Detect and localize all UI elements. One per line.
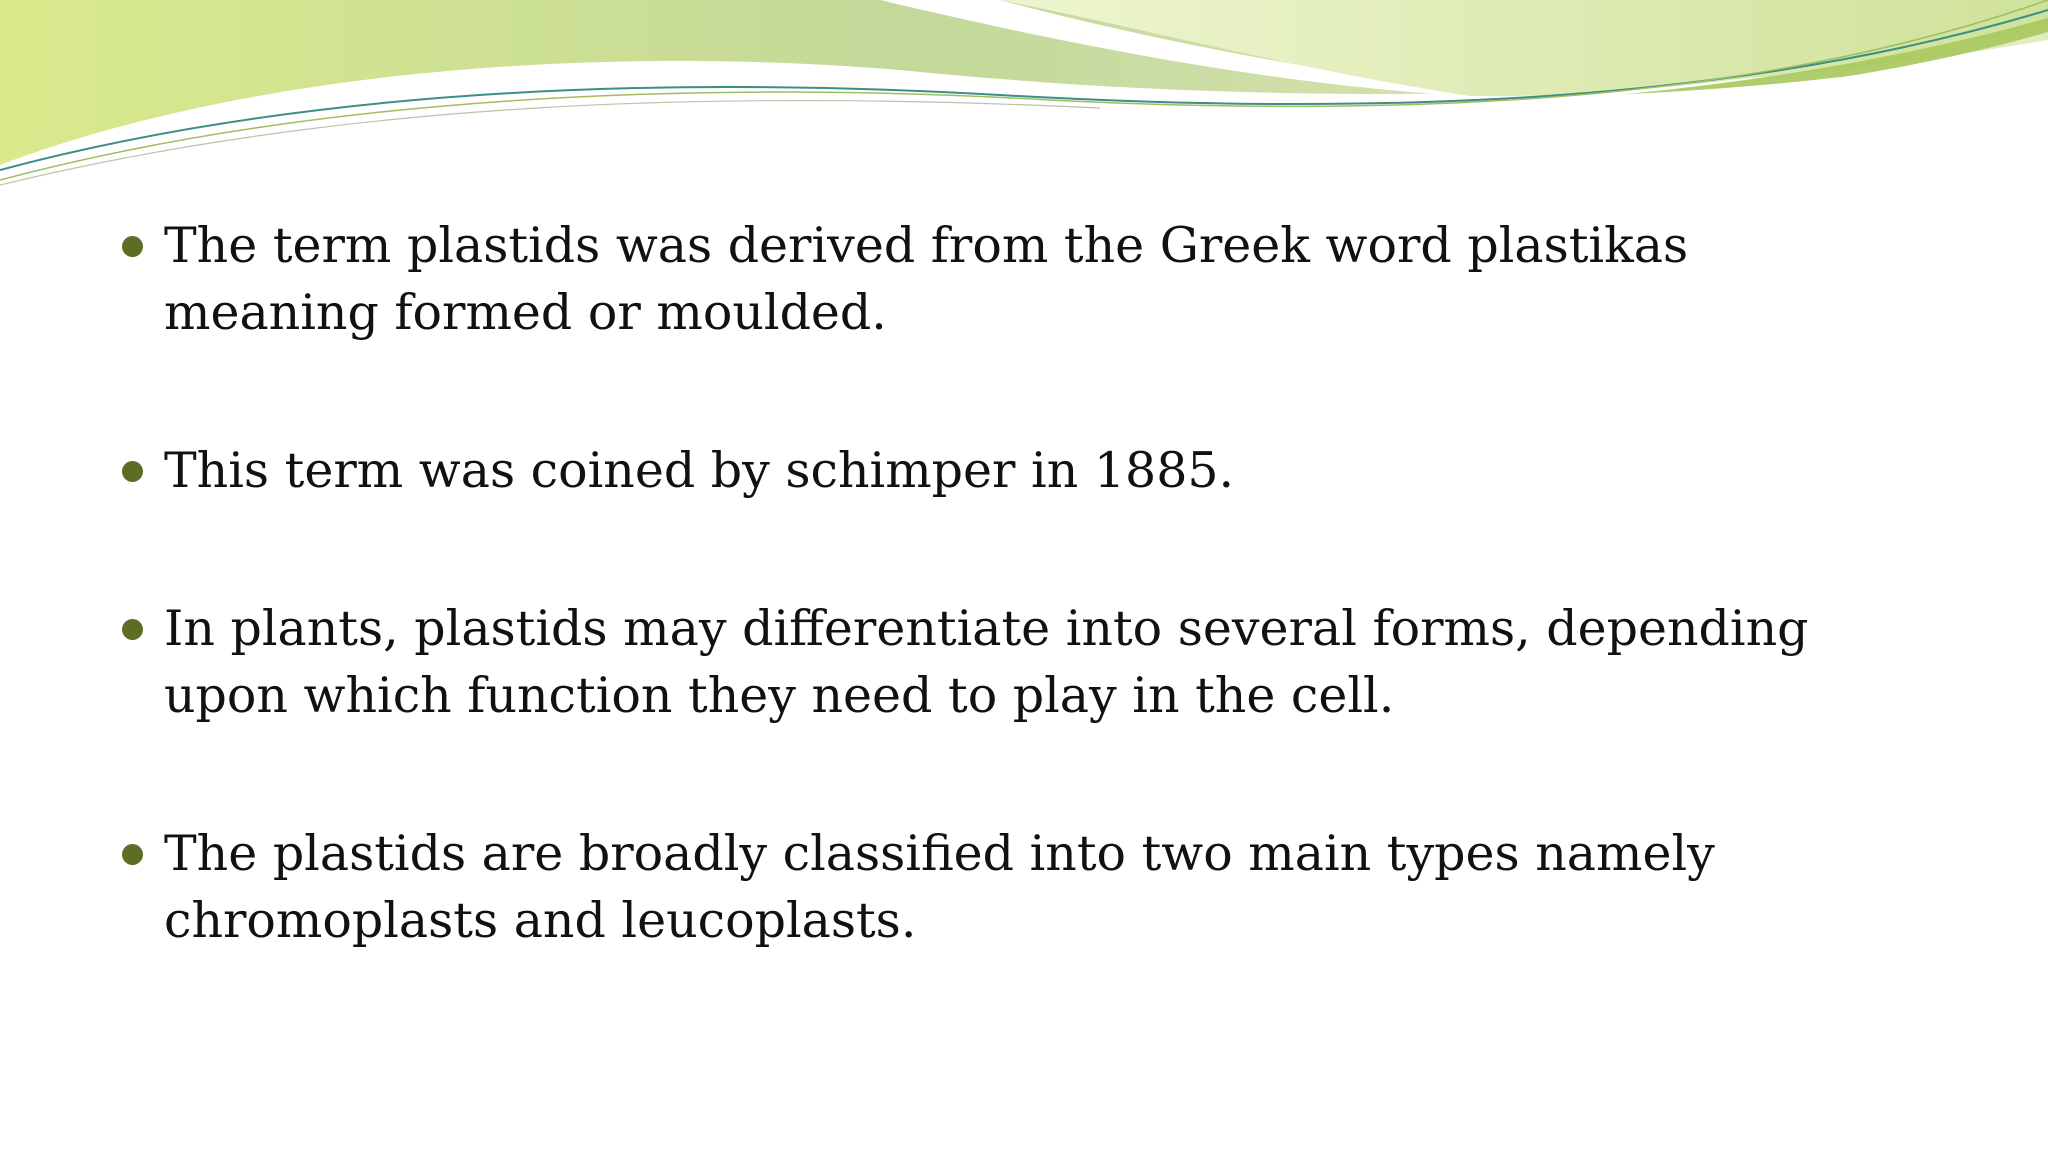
bullet-dot-icon (122, 236, 143, 257)
bullet-text: In plants, plastids may differentiate into several forms, depending upon which function they need to play in the cell. (164, 600, 1809, 724)
bullet-item (118, 820, 1818, 954)
bullet-text: The plastids are broadly classified into two main types namely chromoplasts and leucoplasts. (164, 825, 1715, 949)
bullet-item (118, 595, 1818, 729)
bullet-list (118, 212, 1818, 1045)
bullet-text: This term was coined by schimper in 1885. (164, 442, 1235, 499)
bullet-item (118, 212, 1818, 346)
bullet-dot-icon (122, 461, 143, 482)
bullet-dot-icon (122, 619, 143, 640)
header-wave-decoration (0, 0, 2048, 200)
bullet-text: The term plastids was derived from the Greek word plastikas meaning formed or moulded. (164, 217, 1689, 341)
bullet-item (118, 437, 1818, 504)
bullet-dot-icon (122, 844, 143, 865)
